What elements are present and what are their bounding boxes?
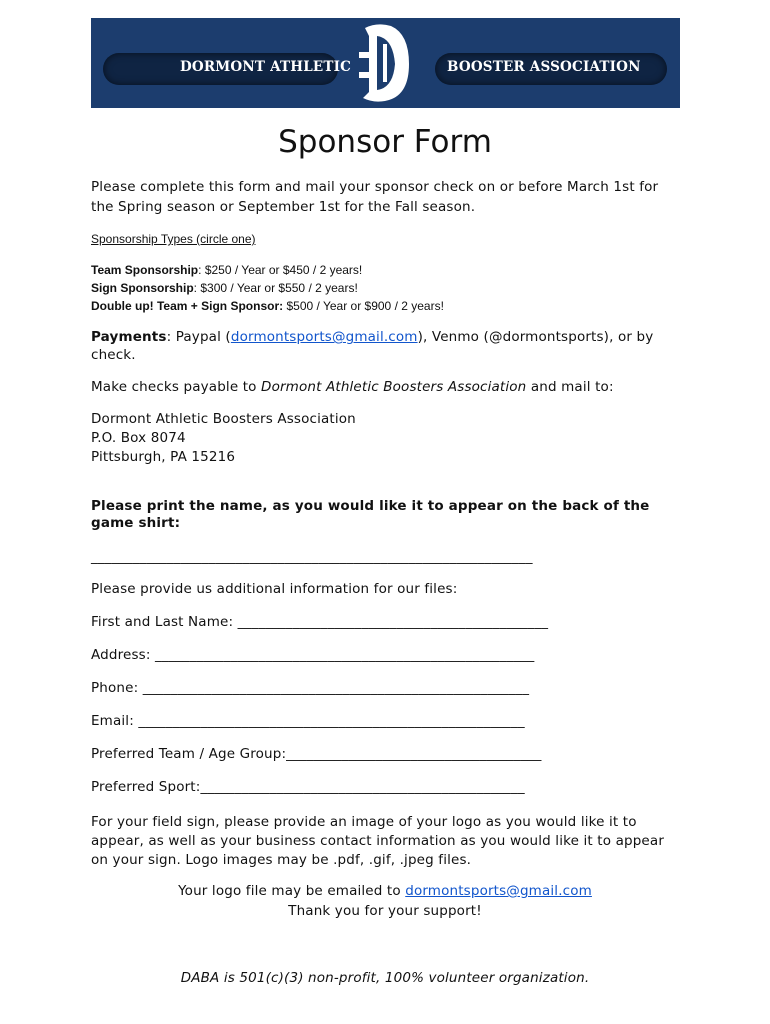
item-sep: : <box>198 263 205 277</box>
payments-line-1 <box>91 328 653 347</box>
address-field[interactable]: Address: _______________________________________________________ <box>91 647 535 663</box>
checks-payee: Dormont Athletic Boosters Association <box>261 379 527 395</box>
payments-pre: : Paypal ( <box>166 329 231 345</box>
item-sep: : <box>193 281 201 295</box>
payments-line-2: check. <box>91 347 136 363</box>
address-line-2: P.O. Box 8074 <box>91 430 186 446</box>
email-field[interactable]: Email: ________________________________________________________ <box>91 713 525 729</box>
preferred-sport-field[interactable]: Preferred Sport:_______________________________________________ <box>91 779 525 795</box>
sign-info-line-1: For your field sign, please provide an image of your logo as you would like it to <box>91 814 637 830</box>
sponsorship-types-heading: Sponsorship Types (circle one) <box>91 232 256 246</box>
item-label: Double up! Team + Sign Sponsor: <box>91 299 284 313</box>
sponsorship-type-item <box>91 297 444 315</box>
footer-note: DABA is 501(c)(3) non-profit, 100% volunteer organization. <box>180 970 590 986</box>
logo-email-link[interactable]: dormontsports@gmail.com <box>405 883 592 899</box>
address-line-1: Dormont Athletic Boosters Association <box>91 411 356 427</box>
shirt-instruction-line-2: game shirt: <box>91 515 181 531</box>
sponsorship-type-item <box>91 279 358 297</box>
payments-email-link[interactable]: dormontsports@gmail.com <box>230 329 418 345</box>
address-line-3: Pittsburgh, PA 15216 <box>91 449 236 465</box>
item-label: Team Sponsorship <box>91 263 199 277</box>
page-title: Sponsor Form <box>278 124 492 160</box>
header-right-text: BOOSTER ASSOCIATION <box>447 59 641 75</box>
item-label: Sign Sponsorship <box>91 281 194 295</box>
item-detail: $300 / Year or $550 / 2 years! <box>200 281 358 295</box>
intro-line-2: the Spring season or September 1st for the Fall season. <box>91 199 476 215</box>
intro-line-1: Please complete this form and mail your sponsor check on or before March 1st for <box>91 179 659 195</box>
checks-pre: Make checks payable to <box>91 379 262 395</box>
shirt-name-field[interactable]: ________________________________________________________________ <box>91 549 533 565</box>
logo-email-pre: Your logo file may be emailed to <box>178 883 406 899</box>
payments-post: ), Venmo (@dormontsports), or by <box>417 329 654 345</box>
sponsorship-type-item <box>91 261 362 279</box>
checks-post: and mail to: <box>526 379 614 395</box>
thanks-line: Thank you for your support! <box>288 903 482 919</box>
logo-email-line <box>0 882 770 901</box>
files-intro: Please provide us additional information for our files: <box>91 581 458 597</box>
old-english-d-logo-icon <box>357 22 413 104</box>
payments-label: Payments <box>91 329 167 345</box>
item-detail: $250 / Year or $450 / 2 years! <box>204 263 363 277</box>
sign-info-line-3: on your sign. Logo images may be .pdf, .gif, .jpeg files. <box>91 852 472 868</box>
checks-line <box>91 378 614 397</box>
header-left-text: DORMONT ATHLETIC <box>180 59 352 75</box>
item-detail: $500 / Year or $900 / 2 years! <box>286 299 444 313</box>
phone-field[interactable]: Phone: ________________________________________________________ <box>91 680 530 696</box>
team-age-group-field[interactable]: Preferred Team / Age Group:_____________________________________ <box>91 746 542 762</box>
shirt-instruction-line-1: Please print the name, as you would like it to appear on the back of the <box>91 498 650 514</box>
sign-info-line-2: appear, as well as your business contact information as you would like it to appear <box>91 833 665 849</box>
header-banner <box>91 18 680 108</box>
name-field[interactable]: First and Last Name: _____________________________________________ <box>91 614 549 630</box>
